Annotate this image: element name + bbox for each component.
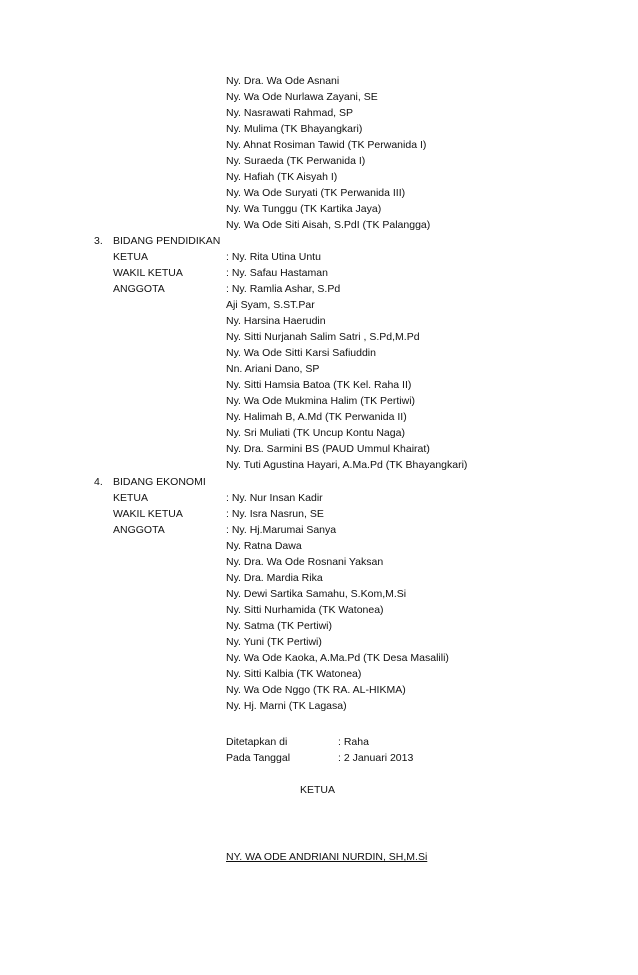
ditetapkan-value: : Raha — [338, 736, 369, 748]
member-line: Ny. Suraeda (TK Perwanida I) — [226, 155, 366, 167]
ketua-heading: KETUA — [300, 784, 336, 796]
member-line: Nn. Ariani Dano, SP — [226, 363, 320, 375]
section-3-number: 3. — [94, 235, 103, 247]
member-line: Ny. Dra. Wa Ode Asnani — [226, 75, 340, 87]
section-4-anggota-label: ANGGOTA — [113, 524, 165, 536]
section-3-wakil-label: WAKIL KETUA — [113, 267, 183, 279]
member-line: Ny. Wa Ode Kaoka, A.Ma.Pd (TK Desa Masalili) — [226, 652, 449, 664]
section-3-ketua-label: KETUA — [113, 251, 149, 263]
member-line: Ny. Wa Tunggu (TK Kartika Jaya) — [226, 203, 382, 215]
signatory-name: NY. WA ODE ANDRIANI NURDIN, SH,M.Si — [226, 851, 428, 863]
member-line: Ny. Sitti Nurhamida (TK Watonea) — [226, 604, 384, 616]
section-4-ketua-label: KETUA — [113, 492, 149, 504]
section-4-number: 4. — [94, 476, 103, 488]
member-line: Ny. Hafiah (TK Aisyah I) — [226, 171, 338, 183]
member-line: Ny. Satma (TK Pertiwi) — [226, 620, 332, 632]
member-line: Ny. Sitti Kalbia (TK Watonea) — [226, 668, 362, 680]
member-line: Ny. Halimah B, A.Md (TK Perwanida II) — [226, 411, 407, 423]
member-line: Ny. Mulima (TK Bhayangkari) — [226, 123, 363, 135]
section-3-title: BIDANG PENDIDIKAN — [113, 235, 221, 247]
member-line: Ny. Wa Ode Nggo (TK RA. AL-HIKMA) — [226, 684, 406, 696]
member-line: Ny. Dra. Wa Ode Rosnani Yaksan — [226, 556, 384, 568]
member-line: Ny. Harsina Haerudin — [226, 315, 326, 327]
member-line: Ny. Sitti Nurjanah Salim Satri , S.Pd,M.Pd — [226, 331, 420, 343]
section-3-wakil-value: : Ny. Safau Hastaman — [226, 267, 328, 279]
member-line: Ny. Hj. Marni (TK Lagasa) — [226, 700, 347, 712]
member-line: Ny. Wa Ode Sitti Karsi Safiuddin — [226, 347, 376, 359]
member-line: Ny. Wa Ode Siti Aisah, S.PdI (TK Palangga) — [226, 219, 431, 231]
section-4-anggota-first: : Ny. Hj.Marumai Sanya — [226, 524, 337, 536]
section-4-wakil-value: : Ny. Isra Nasrun, SE — [226, 508, 324, 520]
ditetapkan-label: Ditetapkan di — [226, 736, 288, 748]
member-line: Ny. Wa Ode Mukmina Halim (TK Pertiwi) — [226, 395, 416, 407]
section-4-ketua-value: : Ny. Nur Insan Kadir — [226, 492, 323, 504]
member-line: Ny. Sitti Hamsia Batoa (TK Kel. Raha II) — [226, 379, 412, 391]
member-line: Ny. Wa Ode Nurlawa Zayani, SE — [226, 91, 378, 103]
tanggal-value: : 2 Januari 2013 — [338, 752, 414, 764]
member-line: Aji Syam, S.ST.Par — [226, 299, 315, 311]
member-line: Ny. Dewi Sartika Samahu, S.Kom,M.Si — [226, 588, 407, 600]
tanggal-label: Pada Tanggal — [226, 752, 291, 764]
member-line: Ny. Dra. Sarmini BS (PAUD Ummul Khairat) — [226, 443, 430, 455]
member-line: Ny. Sri Muliati (TK Uncup Kontu Naga) — [226, 427, 405, 439]
section-4-wakil-label: WAKIL KETUA — [113, 508, 183, 520]
member-line: Ny. Yuni (TK Pertiwi) — [226, 636, 322, 648]
section-4-title: BIDANG EKONOMI — [113, 476, 206, 488]
section-3-anggota-first: : Ny. Ramlia Ashar, S.Pd — [226, 283, 341, 295]
section-3-ketua-value: : Ny. Rita Utina Untu — [226, 251, 321, 263]
member-line: Ny. Wa Ode Suryati (TK Perwanida III) — [226, 187, 406, 199]
member-line: Ny. Ratna Dawa — [226, 540, 302, 552]
section-3-anggota-label: ANGGOTA — [113, 283, 165, 295]
member-line: Ny. Tuti Agustina Hayari, A.Ma.Pd (TK Bhayangkari) — [226, 459, 468, 471]
member-line: Ny. Dra. Mardia Rika — [226, 572, 323, 584]
member-line: Ny. Nasrawati Rahmad, SP — [226, 107, 354, 119]
member-line: Ny. Ahnat Rosiman Tawid (TK Perwanida I) — [226, 139, 427, 151]
